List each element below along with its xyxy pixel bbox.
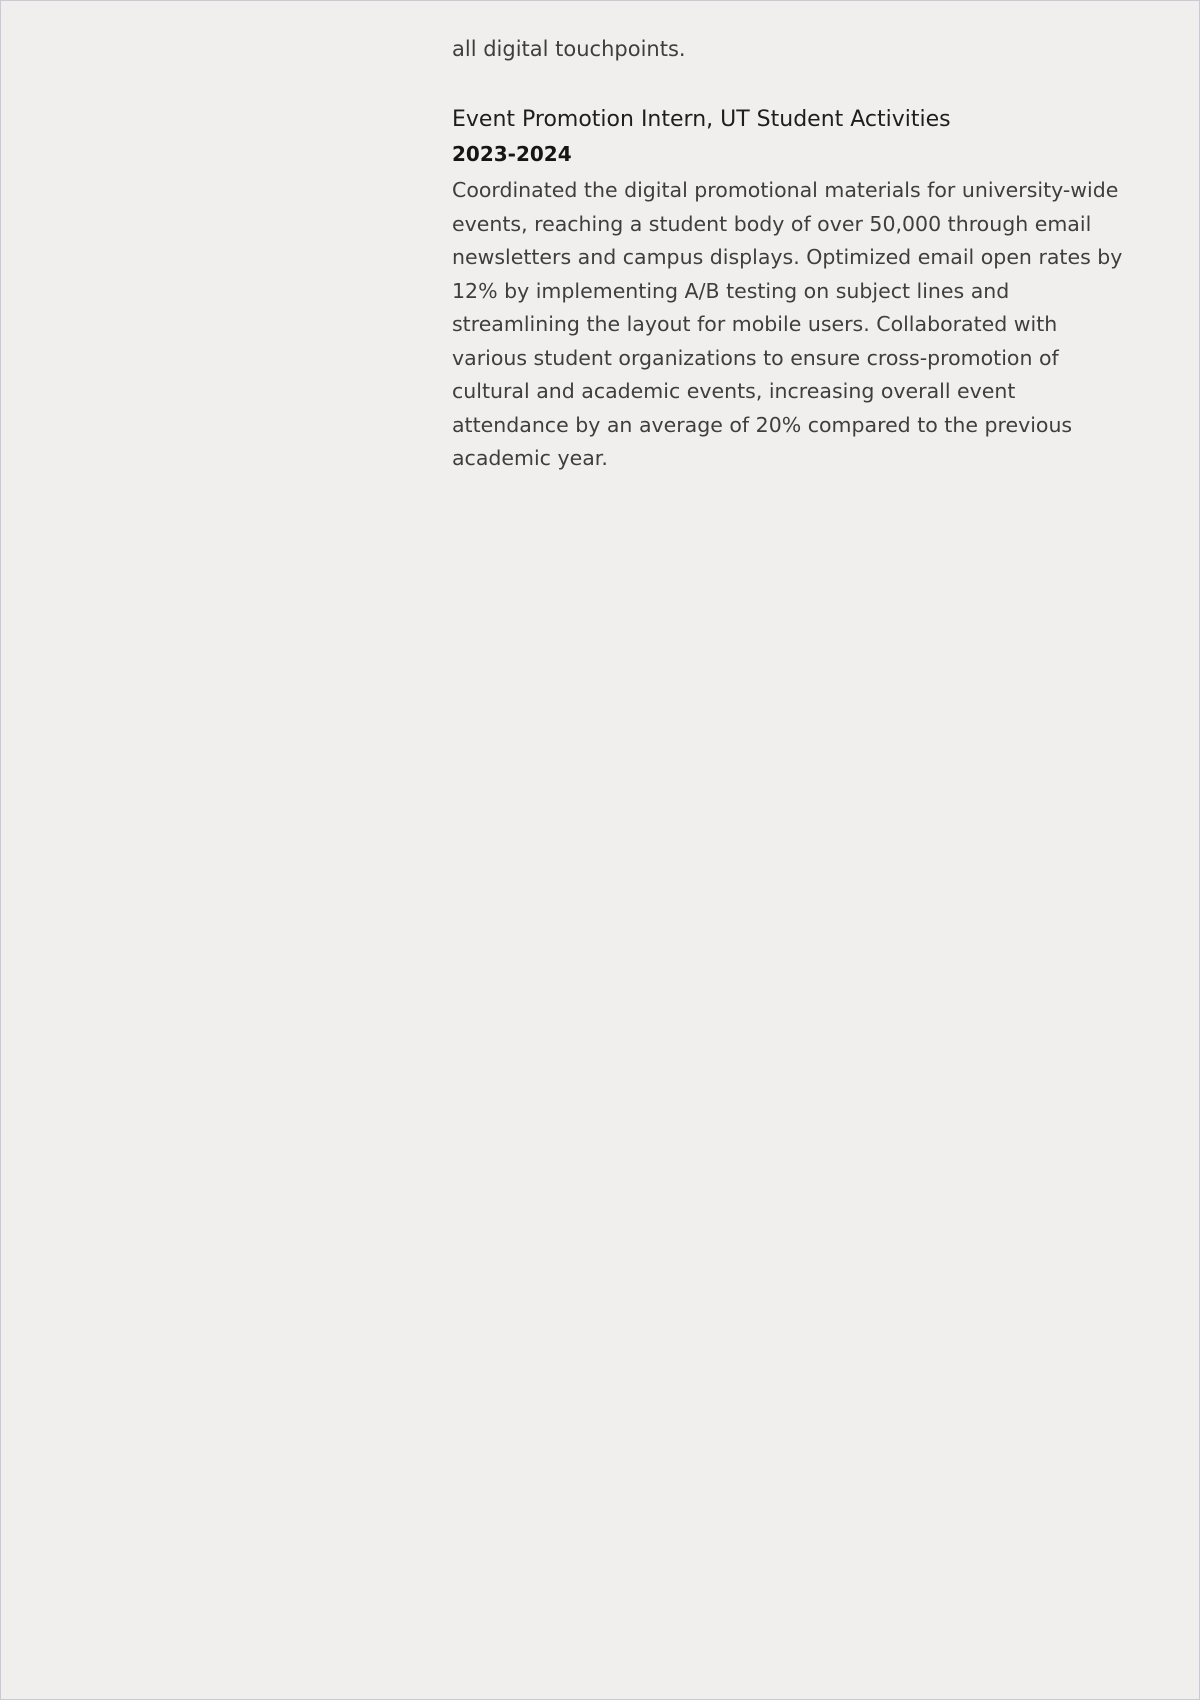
continued-description-text: all digital touchpoints.	[452, 37, 686, 61]
experience-title: Event Promotion Intern, UT Student Activities	[452, 107, 951, 132]
resume-right-column	[452, 33, 1124, 476]
experience-dates: 2023-2024	[452, 142, 572, 166]
experience-description: Coordinated the digital promotional materials for university-wide events, reaching a student body of over 50,000 through email newsletters and campus displays. Optimized email open rates by 12% by implementing A/B testing on subject lines and streamlining the layout for mobile users. Collaborated with various student organizations to ensure cross-promotion of cultural and academic events, increasing overall event attendance by an average of 20% compared to the previous academic year.	[452, 178, 1123, 470]
experience-entry	[452, 104, 1124, 476]
